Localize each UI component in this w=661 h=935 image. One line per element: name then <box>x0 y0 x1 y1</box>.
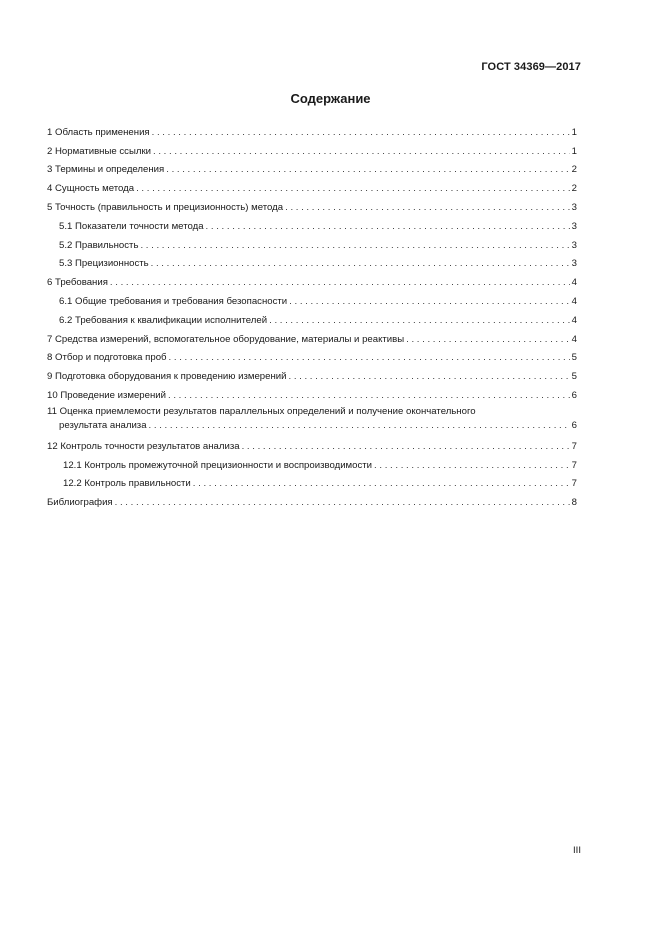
toc-page-number: 4 <box>571 314 577 326</box>
toc-entry-label: 6.1 Общие требования и требования безопасности <box>59 295 288 307</box>
toc-entry-8[interactable] <box>47 346 577 365</box>
toc-entry-11[interactable] <box>47 402 577 434</box>
toc-leader-dots <box>110 276 570 289</box>
toc-entry-3[interactable] <box>47 158 577 177</box>
toc-entry-5[interactable] <box>47 195 577 214</box>
toc-page-number: 5 <box>571 371 577 383</box>
toc-page-number: 3 <box>571 220 577 232</box>
toc-page-number: 3 <box>571 201 577 213</box>
toc-page-number: 8 <box>571 497 577 509</box>
toc-entry-label: 2 Нормативные ссылки <box>47 145 152 157</box>
toc-entry-label: 12.2 Контроль правильности <box>63 478 191 490</box>
toc-entry-label-continuation: результата анализа <box>59 420 147 432</box>
toc-leader-dots <box>115 496 570 509</box>
toc-entry-label: 1 Область применения <box>47 126 150 138</box>
toc-page-number: 2 <box>571 164 577 176</box>
toc-leader-dots <box>289 295 570 308</box>
toc-entry-label: 8 Отбор и подготовка проб <box>47 352 167 364</box>
toc-entry-label: 6.2 Требования к квалификации исполнителей <box>59 314 268 326</box>
toc-page-number: 1 <box>571 145 577 157</box>
toc-entry-label: Библиография <box>47 497 113 509</box>
page-number: III <box>573 845 581 856</box>
page-title: Содержание <box>290 91 371 106</box>
toc-leader-dots <box>242 440 570 453</box>
toc-leader-dots <box>153 145 570 158</box>
toc-leader-dots <box>152 126 570 139</box>
toc-entry-label: 5.3 Прецизионность <box>59 258 149 270</box>
toc-entry-10[interactable] <box>47 383 577 402</box>
toc-page-number: 7 <box>571 440 577 452</box>
toc-leader-dots <box>169 351 570 364</box>
toc-leader-dots <box>193 477 570 490</box>
toc-page-number: 4 <box>571 333 577 345</box>
toc-entry-label: 4 Сущность метода <box>47 183 135 195</box>
toc-leader-dots <box>136 182 570 195</box>
toc-entry-6-1[interactable] <box>47 289 577 308</box>
toc-entry-label: 11 Оценка приемлемости результатов параллельных определений и получение окончательного <box>47 405 476 417</box>
table-of-contents <box>47 120 577 509</box>
toc-page-number: 4 <box>571 277 577 289</box>
toc-leader-dots <box>166 163 569 176</box>
toc-entry-label: 12 Контроль точности результатов анализа <box>47 440 240 452</box>
toc-leader-dots <box>149 419 570 434</box>
toc-leader-dots <box>151 257 570 270</box>
toc-entry-label: 10 Проведение измерений <box>47 389 166 401</box>
toc-entry-label: 3 Термины и определения <box>47 164 165 176</box>
toc-entry-6-2[interactable] <box>47 308 577 327</box>
toc-page-number: 7 <box>571 459 577 471</box>
toc-entry-12[interactable] <box>47 434 577 453</box>
toc-entry-9[interactable] <box>47 364 577 383</box>
toc-entry-label: 7 Средства измерений, вспомогательное оборудование, материалы и реактивы <box>47 333 405 345</box>
toc-page-number: 3 <box>571 258 577 270</box>
toc-entry-12-1[interactable] <box>47 453 577 472</box>
toc-leader-dots <box>206 220 570 233</box>
toc-entry-7[interactable] <box>47 327 577 346</box>
toc-entry-6[interactable] <box>47 270 577 289</box>
toc-page-number: 2 <box>571 183 577 195</box>
toc-leader-dots <box>285 201 570 214</box>
standard-number: ГОСТ 34369—2017 <box>481 61 581 73</box>
toc-page-number: 6 <box>571 389 577 401</box>
toc-entry-label: 5 Точность (правильность и прецизионность) метода <box>47 201 284 213</box>
toc-page-number: 5 <box>571 352 577 364</box>
toc-entry-2[interactable] <box>47 139 577 158</box>
toc-entry-label: 6 Требования <box>47 277 108 289</box>
toc-leader-dots <box>406 333 570 346</box>
toc-entry-label: 5.1 Показатели точности метода <box>59 220 204 232</box>
toc-entry-12-2[interactable] <box>47 472 577 491</box>
toc-page-number: 1 <box>571 126 577 138</box>
toc-entry-5-1[interactable] <box>47 214 577 233</box>
toc-entry-bibliography[interactable] <box>47 490 577 509</box>
toc-page-number: 3 <box>571 239 577 251</box>
toc-leader-dots <box>168 389 570 402</box>
toc-entry-4[interactable] <box>47 176 577 195</box>
toc-entry-5-2[interactable] <box>47 233 577 252</box>
toc-leader-dots <box>140 239 569 252</box>
toc-page-number: 6 <box>571 420 577 432</box>
toc-leader-dots <box>288 370 569 383</box>
toc-leader-dots <box>269 314 570 327</box>
toc-leader-dots <box>374 459 570 472</box>
toc-page-number: 7 <box>571 478 577 490</box>
toc-entry-label: 12.1 Контроль промежуточной прецизионности и воспроизводимости <box>63 459 373 471</box>
toc-entry-5-3[interactable] <box>47 252 577 271</box>
toc-entry-label: 5.2 Правильность <box>59 239 139 251</box>
toc-page-number: 4 <box>571 295 577 307</box>
toc-entry-1[interactable] <box>47 120 577 139</box>
toc-entry-label: 9 Подготовка оборудования к проведению измерений <box>47 371 287 383</box>
